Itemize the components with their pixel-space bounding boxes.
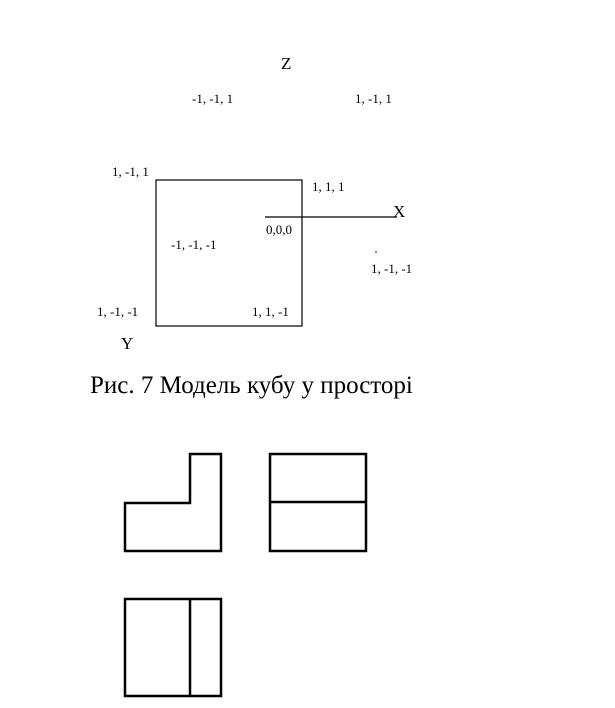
- vertex-label-front-top-left: 1, -1, 1: [112, 164, 149, 179]
- figure-caption: Рис. 7 Модель кубу у просторі: [90, 372, 413, 399]
- l-shape-view: [125, 454, 221, 551]
- x-axis-label: X: [393, 202, 406, 221]
- vertex-label-back-bottom-left: -1, -1, -1: [171, 237, 217, 252]
- small-dot: [375, 251, 377, 253]
- vertex-label-back-top-right: 1, -1, 1: [355, 91, 392, 106]
- vertex-label-front-top-right: 1, 1, 1: [312, 179, 345, 194]
- vertex-label-origin: 0,0,0: [266, 222, 292, 237]
- vertex-label-front-bottom-right: 1, 1, -1: [252, 304, 289, 319]
- side-view-rect: [125, 599, 221, 696]
- y-axis-label: Y: [121, 334, 134, 353]
- vertex-label-back-bottom-right: 1, -1, -1: [371, 261, 413, 276]
- vertex-label-front-bottom-left: 1, -1, -1: [97, 304, 139, 319]
- z-axis-label: Z: [281, 54, 292, 73]
- vertex-label-back-top-left: -1, -1, 1: [192, 91, 234, 106]
